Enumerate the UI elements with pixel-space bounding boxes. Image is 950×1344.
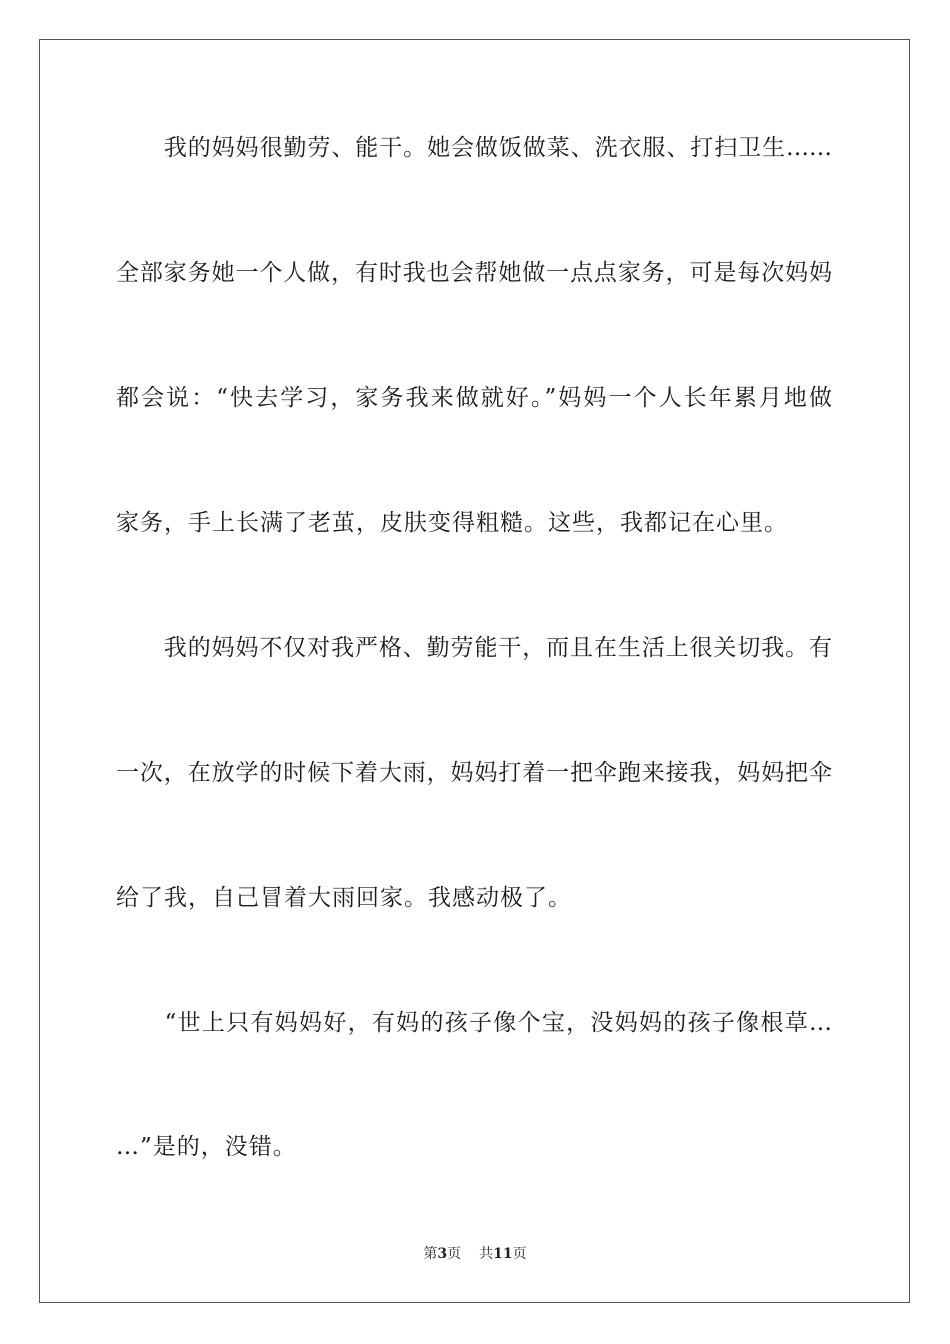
page-frame xyxy=(39,39,910,1303)
paragraph-2-line-2: 一次，在放学的时候下着大雨，妈妈打着一把伞跑来接我，妈妈把伞 xyxy=(116,760,832,786)
paragraph-1-line-2: 全部家务她一个人做，有时我也会帮她做一点点家务，可是每次妈妈 xyxy=(116,260,832,286)
page-number: 3 xyxy=(437,1246,448,1262)
page-suffix: 页 xyxy=(447,1246,462,1262)
page-footer xyxy=(0,1244,950,1264)
paragraph-1-line-3: 都会说：“快去学习，家务我来做就好。”妈妈一个人长年累月地做 xyxy=(116,385,832,411)
paragraph-1-line-1: 我的妈妈很勤劳、能干。她会做饭做菜、洗衣服、打扫卫生…… xyxy=(116,135,832,161)
paragraph-1-line-4: 家务，手上长满了老茧，皮肤变得粗糙。这些，我都记在心里。 xyxy=(116,510,788,536)
paragraph-2-line-3: 给了我，自己冒着大雨回家。我感动极了。 xyxy=(116,885,572,911)
paragraph-3-line-2: …”是的，没错。 xyxy=(116,1134,297,1160)
total-pages: 11 xyxy=(493,1246,513,1262)
total-prefix: 共 xyxy=(479,1246,494,1262)
total-suffix: 页 xyxy=(512,1246,527,1262)
paragraph-2-line-1: 我的妈妈不仅对我严格、勤劳能干，而且在生活上很关切我。有 xyxy=(116,635,832,661)
paragraph-3-line-1: “世上只有妈妈好，有妈的孩子像个宝，没妈妈的孩子像根草… xyxy=(116,1010,832,1036)
page-prefix: 第 xyxy=(423,1246,438,1262)
